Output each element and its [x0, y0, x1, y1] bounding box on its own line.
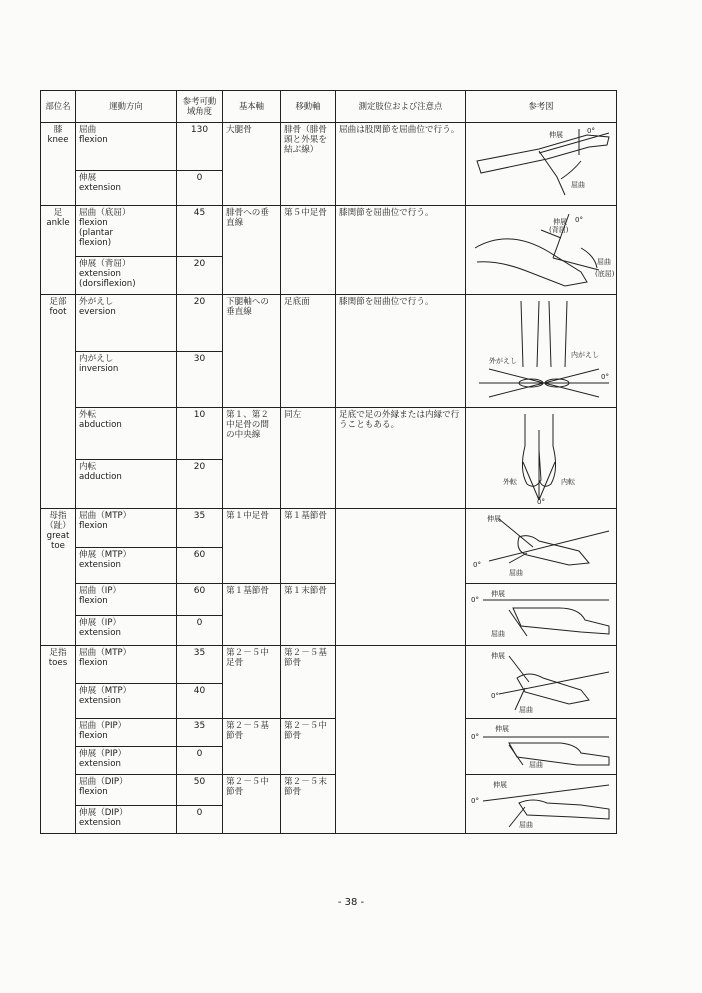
movement-jp: 内転	[79, 461, 97, 472]
toes-dip-diagram	[469, 777, 617, 831]
table-row	[41, 295, 617, 352]
header-figure: 参考図	[466, 91, 617, 123]
header-movement: 運動方向	[76, 91, 177, 123]
figure-cell-great-toe-mtp	[466, 509, 617, 584]
movement-jp: 伸展（背屈）	[79, 258, 131, 269]
movement-en: extension	[79, 182, 121, 193]
figure-label: 屈曲	[519, 706, 533, 714]
part-name-jp: 足部	[49, 297, 67, 307]
movement-en: flexion	[79, 521, 108, 532]
table-row	[41, 646, 617, 684]
toes-mtp-diagram	[469, 648, 617, 716]
movement-cell	[76, 351, 177, 408]
great-toe-ip-diagram	[469, 586, 617, 642]
figure-cell-great-toe-ip	[466, 584, 617, 646]
table-row	[41, 775, 617, 806]
movement-en: extension	[79, 559, 121, 570]
notes-cell	[336, 509, 466, 646]
movement-cell	[76, 170, 177, 205]
movement-cell	[76, 295, 177, 352]
figure-label: 伸展	[553, 218, 567, 226]
part-name-en: ankle	[46, 218, 70, 229]
rom-table	[40, 90, 617, 834]
part-cell-toes	[41, 646, 76, 834]
angle-value: 0	[177, 805, 223, 833]
knee-diagram	[469, 125, 617, 203]
angle-value: 0	[177, 616, 223, 646]
figure-label: 内転	[561, 478, 575, 486]
figure-label: 外転	[503, 478, 517, 486]
figure-label: 屈曲	[491, 630, 505, 638]
movement-jp: 伸展（MTP）	[79, 549, 132, 560]
angle-value: 20	[177, 459, 223, 508]
moving-axis-cell: 第２－５中節骨	[281, 719, 336, 775]
figure-label: 0°	[471, 596, 479, 604]
angle-value: 20	[177, 256, 223, 294]
header-row	[41, 91, 617, 123]
movement-en: flexion	[79, 787, 108, 798]
moving-axis-cell: 第１基節骨	[281, 509, 336, 584]
header-notes: 測定肢位および注意点	[336, 91, 466, 123]
header-part: 部位名	[41, 91, 76, 123]
part-name-en: great	[46, 531, 70, 542]
movement-en: extension	[79, 759, 121, 770]
figure-cell-knee	[466, 123, 617, 206]
figure-cell-ankle	[466, 206, 617, 295]
moving-axis-cell: 同左	[281, 408, 336, 509]
eversion-diagram	[469, 297, 617, 405]
notes-cell: 膝関節を屈曲位で行う。	[336, 206, 466, 295]
angle-value: 45	[177, 206, 223, 257]
movement-cell	[76, 616, 177, 646]
movement-cell	[76, 719, 177, 747]
movement-jp: 屈曲（MTP）	[79, 648, 132, 658]
basic-axis-cell: 第２－５中節骨	[223, 775, 281, 834]
part-cell-ankle	[41, 206, 76, 295]
movement-cell	[76, 123, 177, 171]
movement-en: extension	[79, 628, 121, 639]
part-name-en: toe	[51, 541, 65, 552]
movement-jp: 屈曲	[79, 125, 97, 135]
movement-jp: 伸展（PIP）	[79, 749, 127, 759]
figure-label: 0°	[473, 561, 481, 569]
header-moving-axis: 移動軸	[281, 91, 336, 123]
movement-cell	[76, 256, 177, 294]
basic-axis-cell: 下腿軸への垂直線	[223, 295, 281, 408]
movement-jp: 伸展（MTP）	[79, 685, 132, 696]
notes-cell: 膝関節を屈曲位で行う。	[336, 295, 466, 408]
movement-jp: 外転	[79, 410, 97, 420]
movement-cell	[76, 547, 177, 583]
figure-label: 0°	[601, 373, 609, 381]
great-toe-mtp-diagram	[469, 511, 617, 581]
angle-value: 0	[177, 747, 223, 775]
part-cell-great-toe	[41, 509, 76, 646]
movement-en: flexion	[79, 731, 108, 742]
figure-cell-eversion	[466, 295, 617, 408]
moving-axis-cell: 第５中足骨	[281, 206, 336, 295]
table-row	[41, 509, 617, 548]
angle-value: 0	[177, 170, 223, 205]
movement-jp: 伸展	[79, 172, 97, 183]
header-angle: 参考可動域角度	[177, 91, 223, 123]
movement-cell	[76, 459, 177, 508]
moving-axis-cell: 第２－５末節骨	[281, 775, 336, 834]
toes-pip-diagram	[469, 721, 617, 771]
movement-en: flexion	[79, 135, 108, 146]
movement-en: adduction	[79, 471, 122, 482]
movement-cell	[76, 408, 177, 460]
basic-axis-cell: 第１基節骨	[223, 584, 281, 646]
figure-label: 伸展	[493, 781, 507, 789]
figure-label: 0°	[471, 797, 479, 805]
part-cell-knee	[41, 123, 76, 206]
angle-value: 130	[177, 123, 223, 171]
movement-jp: 外がえし	[79, 297, 114, 307]
basic-axis-cell: 腓骨への垂直線	[223, 206, 281, 295]
movement-en: abduction	[79, 420, 122, 431]
part-name-en: toes	[48, 658, 68, 669]
figure-label: 屈曲	[509, 569, 523, 577]
figure-label: 0°	[537, 498, 545, 506]
abduction-diagram	[469, 410, 617, 506]
ankle-diagram	[469, 208, 617, 292]
movement-en: eversion	[79, 307, 116, 318]
movement-jp: 伸展（DIP）	[79, 807, 128, 818]
movement-jp: 内がえし	[79, 353, 114, 364]
figure-label: (底屈)	[595, 270, 615, 278]
movement-cell	[76, 775, 177, 806]
figure-label: 内がえし	[571, 351, 599, 359]
movement-cell	[76, 646, 177, 684]
notes-cell	[336, 646, 466, 834]
header-basic-axis: 基本軸	[223, 91, 281, 123]
angle-value: 30	[177, 351, 223, 408]
movement-en: flexion	[79, 658, 108, 669]
figure-label: 伸展	[549, 131, 563, 139]
movement-cell	[76, 805, 177, 833]
table-row	[41, 408, 617, 460]
figure-label: 0°	[471, 733, 479, 741]
basic-axis-cell: 第２－５基節骨	[223, 719, 281, 775]
movement-en: extension	[79, 695, 121, 706]
figure-label: (背屈)	[549, 226, 569, 234]
movement-en: flexion	[79, 596, 108, 607]
table-row	[41, 719, 617, 747]
table-row	[41, 206, 617, 257]
figure-cell-abduction	[466, 408, 617, 509]
page-number: - 38 -	[337, 897, 365, 908]
part-name-jp: 母指（趾）	[45, 511, 71, 532]
movement-en: extension	[79, 268, 121, 279]
movement-cell	[76, 509, 177, 548]
angle-value: 35	[177, 509, 223, 548]
figure-label: 伸展	[491, 652, 505, 660]
figure-label: 0°	[587, 127, 595, 135]
figure-label: 外がえし	[489, 357, 517, 365]
table-row	[41, 584, 617, 616]
basic-axis-cell: 第１中足骨	[223, 509, 281, 584]
movement-en: extension	[79, 817, 121, 828]
basic-axis-cell: 第１、第２中足骨の間の中央線	[223, 408, 281, 509]
angle-value: 40	[177, 683, 223, 718]
movement-en: flexion)	[79, 238, 112, 249]
movement-jp: 屈曲（IP）	[79, 586, 122, 596]
figure-label: 屈曲	[571, 181, 585, 189]
angle-value: 20	[177, 295, 223, 352]
part-name-en: knee	[47, 135, 69, 146]
part-name-jp: 足	[53, 208, 63, 218]
moving-axis-cell: 第１末節骨	[281, 584, 336, 646]
angle-value: 35	[177, 719, 223, 747]
movement-en: inversion	[79, 363, 119, 374]
part-name-en: foot	[49, 307, 67, 318]
angle-value: 60	[177, 584, 223, 616]
basic-axis-cell: 第２－５中足骨	[223, 646, 281, 719]
movement-en: flexion	[79, 218, 108, 229]
part-name-jp: 膝	[53, 125, 63, 135]
figure-label: 0°	[575, 216, 583, 224]
figure-label: 屈曲	[519, 821, 533, 829]
movement-jp: 屈曲（MTP）	[79, 511, 132, 521]
notes-cell: 屈曲は股関節を屈曲位で行う。	[336, 123, 466, 206]
angle-value: 50	[177, 775, 223, 806]
figure-label: 0°	[491, 692, 499, 700]
figure-label: 屈曲	[597, 258, 611, 266]
part-name-jp: 足指	[49, 648, 67, 658]
angle-value: 10	[177, 408, 223, 460]
figure-cell-toes-mtp	[466, 646, 617, 719]
movement-cell	[76, 747, 177, 775]
figure-label: 伸展	[491, 590, 505, 598]
figure-label: 伸展	[487, 515, 501, 523]
moving-axis-cell: 腓骨（腓骨頭と外果を結ぶ線）	[281, 123, 336, 206]
movement-cell	[76, 584, 177, 616]
part-cell-foot	[41, 295, 76, 509]
figure-label: 屈曲	[529, 761, 543, 769]
notes-cell: 足底で足の外縁または内縁で行うこともある。	[336, 408, 466, 509]
movement-jp: 屈曲（底屈）	[79, 208, 131, 218]
movement-en: (dorsiflexion)	[79, 278, 136, 289]
figure-cell-toes-dip	[466, 775, 617, 834]
figure-cell-toes-pip	[466, 719, 617, 775]
angle-value: 35	[177, 646, 223, 684]
movement-en: (plantar	[79, 228, 114, 239]
moving-axis-cell: 第２－５基節骨	[281, 646, 336, 719]
table-row	[41, 123, 617, 171]
movement-jp: 屈曲（PIP）	[79, 721, 127, 731]
basic-axis-cell: 大腿骨	[223, 123, 281, 206]
figure-label: 伸展	[495, 725, 509, 733]
movement-cell	[76, 683, 177, 718]
movement-jp: 伸展（IP）	[79, 618, 122, 628]
movement-jp: 屈曲（DIP）	[79, 777, 128, 787]
movement-cell	[76, 206, 177, 257]
angle-value: 60	[177, 547, 223, 583]
moving-axis-cell: 足底面	[281, 295, 336, 408]
